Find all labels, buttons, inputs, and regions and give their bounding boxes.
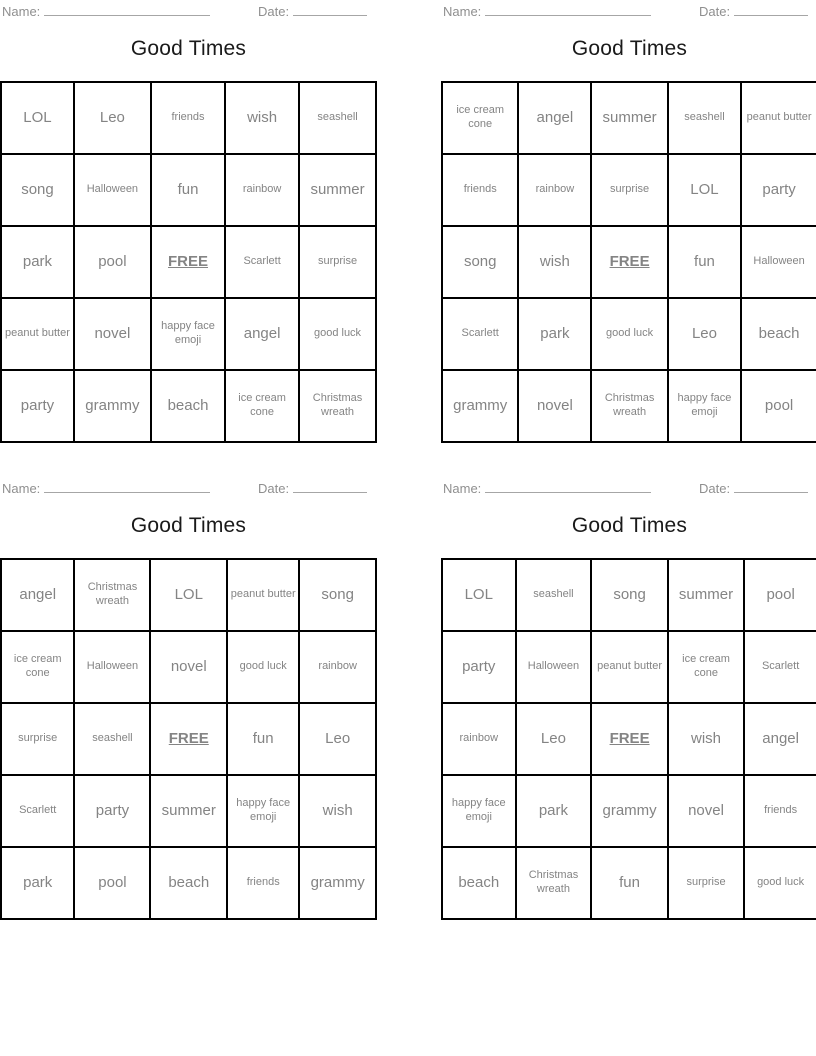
- date-field: [258, 480, 367, 496]
- free-cell: FREE: [150, 703, 227, 775]
- grid-row: [1, 631, 376, 703]
- bingo-cell: fun: [227, 703, 299, 775]
- bingo-cell: peanut butter: [591, 631, 667, 703]
- bingo-grid: [441, 558, 816, 920]
- bingo-cell: summer: [150, 775, 227, 847]
- grid-row: [1, 703, 376, 775]
- bingo-grid: [0, 558, 377, 920]
- grid-row: [442, 775, 816, 847]
- bingo-cell: happy face emoji: [668, 370, 741, 442]
- name-blank-line: [485, 480, 651, 493]
- bingo-cell: ice cream cone: [668, 631, 744, 703]
- name-blank-line: [485, 3, 651, 16]
- bingo-cell: friends: [227, 847, 299, 919]
- bingo-cell: Christmas wreath: [74, 559, 150, 631]
- bingo-cell: party: [74, 775, 150, 847]
- bingo-cell: surprise: [668, 847, 744, 919]
- bingo-cell: angel: [518, 82, 591, 154]
- bingo-cell: park: [1, 847, 74, 919]
- date-label: Date:: [699, 481, 731, 496]
- bingo-cell: summer: [591, 82, 667, 154]
- free-cell: FREE: [151, 226, 225, 298]
- bingo-cell: song: [442, 226, 518, 298]
- bingo-cell: good luck: [299, 298, 376, 370]
- bingo-cell: wish: [299, 775, 376, 847]
- bingo-cell: surprise: [1, 703, 74, 775]
- grid-row: [1, 226, 376, 298]
- bingo-cell: good luck: [591, 298, 667, 370]
- bingo-cell: peanut butter: [1, 298, 74, 370]
- name-label: Name:: [2, 4, 41, 19]
- bingo-cell: park: [518, 298, 591, 370]
- card-title: Good Times: [130, 37, 247, 60]
- bingo-cell: song: [1, 154, 74, 226]
- bingo-cell: Scarlett: [225, 226, 299, 298]
- bingo-cell: wish: [225, 82, 299, 154]
- bingo-cell: LOL: [442, 559, 516, 631]
- bingo-cell: ice cream cone: [442, 82, 518, 154]
- bingo-grid: [441, 81, 816, 443]
- bingo-cell: grammy: [74, 370, 151, 442]
- bingo-cell: rainbow: [518, 154, 591, 226]
- name-field: [2, 480, 210, 496]
- bingo-cell: rainbow: [299, 631, 376, 703]
- bingo-cell: Leo: [74, 82, 151, 154]
- bingo-cell: LOL: [1, 82, 74, 154]
- bingo-cell: novel: [518, 370, 591, 442]
- bingo-cell: beach: [151, 370, 225, 442]
- date-blank-line: [734, 480, 808, 493]
- bingo-cell: pool: [74, 226, 151, 298]
- date-label: Date:: [699, 4, 731, 19]
- bingo-cell: Leo: [516, 703, 592, 775]
- grid-row: [442, 703, 816, 775]
- name-field: [443, 480, 651, 496]
- name-label: Name:: [443, 4, 482, 19]
- date-blank-line: [293, 480, 367, 493]
- card-header: [0, 3, 377, 19]
- bingo-cell: novel: [150, 631, 227, 703]
- bingo-cell: Scarlett: [1, 775, 74, 847]
- bingo-cell: good luck: [744, 847, 816, 919]
- date-label: Date:: [258, 481, 290, 496]
- bingo-cell: angel: [744, 703, 816, 775]
- bingo-cell: angel: [225, 298, 299, 370]
- bingo-cell: novel: [74, 298, 151, 370]
- grid-row: [1, 298, 376, 370]
- card-header: [441, 3, 816, 19]
- bingo-cell: ice cream cone: [225, 370, 299, 442]
- date-field: [699, 3, 808, 19]
- bingo-cell: fun: [668, 226, 741, 298]
- bingo-cell: pool: [744, 559, 816, 631]
- bingo-cell: summer: [299, 154, 376, 226]
- grid-row: [1, 370, 376, 442]
- free-cell: FREE: [591, 226, 667, 298]
- bingo-cell: LOL: [150, 559, 227, 631]
- bingo-cell: happy face emoji: [227, 775, 299, 847]
- bingo-cell: beach: [442, 847, 516, 919]
- bingo-cell: song: [299, 559, 376, 631]
- bingo-cell: wish: [518, 226, 591, 298]
- card-header: [441, 480, 816, 496]
- bingo-cell: peanut butter: [227, 559, 299, 631]
- bingo-cell: surprise: [299, 226, 376, 298]
- bingo-cell: angel: [1, 559, 74, 631]
- bingo-cell: pool: [74, 847, 150, 919]
- bingo-cell: party: [442, 631, 516, 703]
- grid-row: [1, 559, 376, 631]
- bingo-cell: wish: [668, 703, 744, 775]
- bingo-cell: Christmas wreath: [591, 370, 667, 442]
- bingo-cell: friends: [442, 154, 518, 226]
- bingo-cell: seashell: [74, 703, 150, 775]
- bingo-cell: peanut butter: [741, 82, 816, 154]
- bingo-cell: happy face emoji: [151, 298, 225, 370]
- bingo-cell: seashell: [299, 82, 376, 154]
- grid-row: [1, 82, 376, 154]
- grid-row: [442, 82, 816, 154]
- bingo-cell: rainbow: [225, 154, 299, 226]
- bingo-cell: park: [1, 226, 74, 298]
- bingo-cell: novel: [668, 775, 744, 847]
- bingo-cell: Halloween: [74, 154, 151, 226]
- bingo-card-2: [441, 3, 816, 435]
- date-field: [258, 3, 367, 19]
- grid-row: [442, 631, 816, 703]
- bingo-cell: party: [741, 154, 816, 226]
- grid-row: [442, 847, 816, 919]
- bingo-cell: beach: [150, 847, 227, 919]
- grid-row: [442, 559, 816, 631]
- bingo-cell: Halloween: [74, 631, 150, 703]
- card-header: [0, 480, 377, 496]
- bingo-cell: Halloween: [741, 226, 816, 298]
- bingo-cell: Scarlett: [442, 298, 518, 370]
- card-title: Good Times: [571, 37, 688, 60]
- bingo-cell: Leo: [299, 703, 376, 775]
- bingo-cell: Leo: [668, 298, 741, 370]
- name-label: Name:: [2, 481, 41, 496]
- bingo-cell: Christmas wreath: [299, 370, 376, 442]
- bingo-cell: ice cream cone: [1, 631, 74, 703]
- free-cell: FREE: [591, 703, 667, 775]
- bingo-cell: LOL: [668, 154, 741, 226]
- bingo-cell: pool: [741, 370, 816, 442]
- bingo-cell: grammy: [299, 847, 376, 919]
- bingo-cell: summer: [668, 559, 744, 631]
- name-blank-line: [44, 480, 210, 493]
- bingo-cell: fun: [591, 847, 667, 919]
- bingo-cell: happy face emoji: [442, 775, 516, 847]
- card-title: Good Times: [130, 514, 247, 537]
- name-field: [443, 3, 651, 19]
- grid-row: [1, 154, 376, 226]
- bingo-cell: seashell: [668, 82, 741, 154]
- bingo-cell: fun: [151, 154, 225, 226]
- grid-row: [442, 298, 816, 370]
- name-label: Name:: [443, 481, 482, 496]
- name-field: [2, 3, 210, 19]
- bingo-cell: seashell: [516, 559, 592, 631]
- bingo-cell: park: [516, 775, 592, 847]
- bingo-cell: grammy: [591, 775, 667, 847]
- date-blank-line: [734, 3, 808, 16]
- bingo-cell: Halloween: [516, 631, 592, 703]
- bingo-card-3: [0, 480, 377, 912]
- bingo-cell: beach: [741, 298, 816, 370]
- date-field: [699, 480, 808, 496]
- bingo-cell: song: [591, 559, 667, 631]
- grid-row: [442, 226, 816, 298]
- bingo-cell: party: [1, 370, 74, 442]
- bingo-cell: rainbow: [442, 703, 516, 775]
- bingo-card-4: [441, 480, 816, 912]
- bingo-cell: friends: [151, 82, 225, 154]
- bingo-cell: Scarlett: [744, 631, 816, 703]
- grid-row: [442, 370, 816, 442]
- bingo-cell: surprise: [591, 154, 667, 226]
- bingo-cell: good luck: [227, 631, 299, 703]
- bingo-grid: [0, 81, 377, 443]
- grid-row: [1, 847, 376, 919]
- date-label: Date:: [258, 4, 290, 19]
- bingo-cell: friends: [744, 775, 816, 847]
- bingo-cell: grammy: [442, 370, 518, 442]
- grid-row: [442, 154, 816, 226]
- name-blank-line: [44, 3, 210, 16]
- bingo-card-1: [0, 3, 377, 435]
- card-title: Good Times: [571, 514, 688, 537]
- date-blank-line: [293, 3, 367, 16]
- bingo-cell: Christmas wreath: [516, 847, 592, 919]
- grid-row: [1, 775, 376, 847]
